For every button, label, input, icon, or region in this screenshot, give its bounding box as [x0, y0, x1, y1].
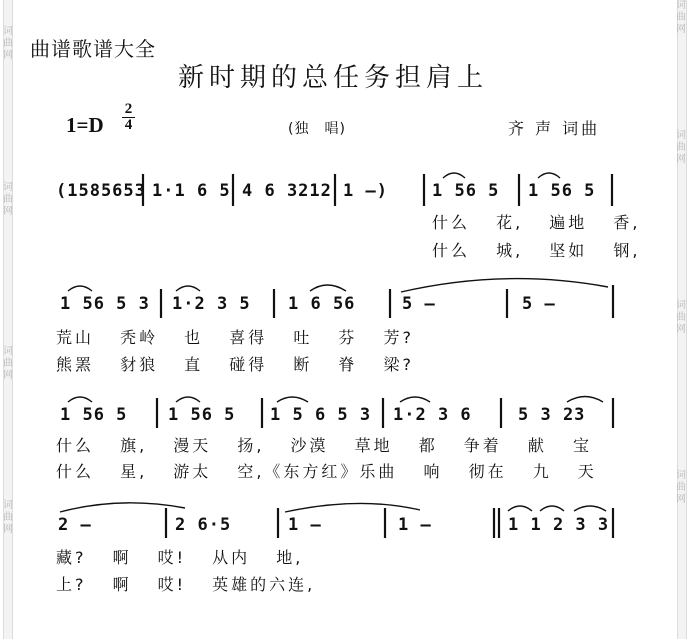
measure: 4 6 3212: [242, 181, 332, 201]
measure: 1·2 3 6: [393, 405, 472, 425]
measure: 1 56 5: [432, 181, 500, 201]
measure: 5 —: [402, 294, 436, 314]
watermark-left: 词曲网: [3, 182, 13, 217]
performance-note: (独 唱): [288, 121, 346, 137]
measure: 1 56 5: [528, 181, 596, 201]
slur: [540, 506, 564, 511]
song-title: 新时期的总任务担肩上: [178, 63, 489, 93]
slur: [68, 397, 92, 402]
composer-credit: 齐 声 词曲: [508, 119, 601, 138]
watermark-left: 词曲网: [3, 346, 13, 381]
slur: [176, 397, 200, 402]
watermark-left: 词曲网: [3, 26, 13, 61]
lyric-verse-2: 什么 城, 坚如 钢,: [432, 241, 641, 260]
time-signature-top: 2: [124, 101, 133, 117]
slur: [567, 397, 603, 403]
watermark-left: 词曲网: [3, 500, 13, 535]
lyric-verse-1: 什么 花, 遍地 香,: [432, 213, 641, 232]
measure: 1 6 56: [288, 294, 356, 314]
slur: [508, 506, 532, 511]
lyric-verse-2: 熊罴 豺狼 直 碰得 断 脊 梁?: [56, 355, 415, 374]
measure: 2 6·5: [175, 515, 232, 535]
lyric-verse-2: 上? 啊 哎! 英雄的六连,: [56, 575, 316, 594]
measure: (1585653: [56, 181, 146, 201]
watermark-right: 词曲网: [676, 470, 686, 505]
slur: [68, 286, 92, 291]
measure: 1 56 5 3: [60, 294, 150, 314]
lyric-verse-1: 荒山 秃岭 也 喜得 吐 芬 芳?: [56, 328, 415, 347]
measure: 1 1 2 3 3: [508, 515, 610, 535]
source-label: 曲谱歌谱大全: [30, 37, 156, 61]
measure: 1 —): [343, 181, 388, 201]
measure: 2 —: [58, 515, 92, 535]
measure: 1·1 6 5: [152, 181, 231, 201]
slur: [400, 397, 430, 402]
measure: 5 3 23: [518, 405, 586, 425]
slur: [574, 506, 606, 511]
lyric-verse-2: 什么 星, 游太 空,《东方红》乐曲 响 彻在 九 天: [56, 462, 597, 481]
measure: 5 —: [522, 294, 556, 314]
slur: [277, 397, 308, 402]
watermark-right: 词曲网: [676, 0, 686, 35]
slur: [443, 173, 465, 178]
tie: [401, 279, 608, 292]
measure: 1 56 5: [168, 405, 236, 425]
time-signature-bottom: 4: [124, 117, 133, 133]
slur: [538, 173, 560, 178]
measure: 1 —: [398, 515, 432, 535]
slur: [176, 286, 200, 291]
measure: 1 —: [288, 515, 322, 535]
slur: [310, 285, 346, 291]
watermark-right: 词曲网: [676, 130, 686, 165]
lyric-verse-1: 什么 旗, 漫天 扬, 沙漠 草地 都 争着 献 宝: [56, 436, 592, 455]
measure: 1·2 3 5: [172, 294, 251, 314]
key-signature: 1=D: [66, 113, 104, 137]
measure: 1 56 5: [60, 405, 128, 425]
tie: [285, 503, 420, 512]
lyric-verse-1: 藏? 啊 哎! 从内 地,: [56, 548, 304, 567]
watermark-right: 词曲网: [676, 300, 686, 335]
measure: 1 5 6 5 3: [270, 405, 372, 425]
